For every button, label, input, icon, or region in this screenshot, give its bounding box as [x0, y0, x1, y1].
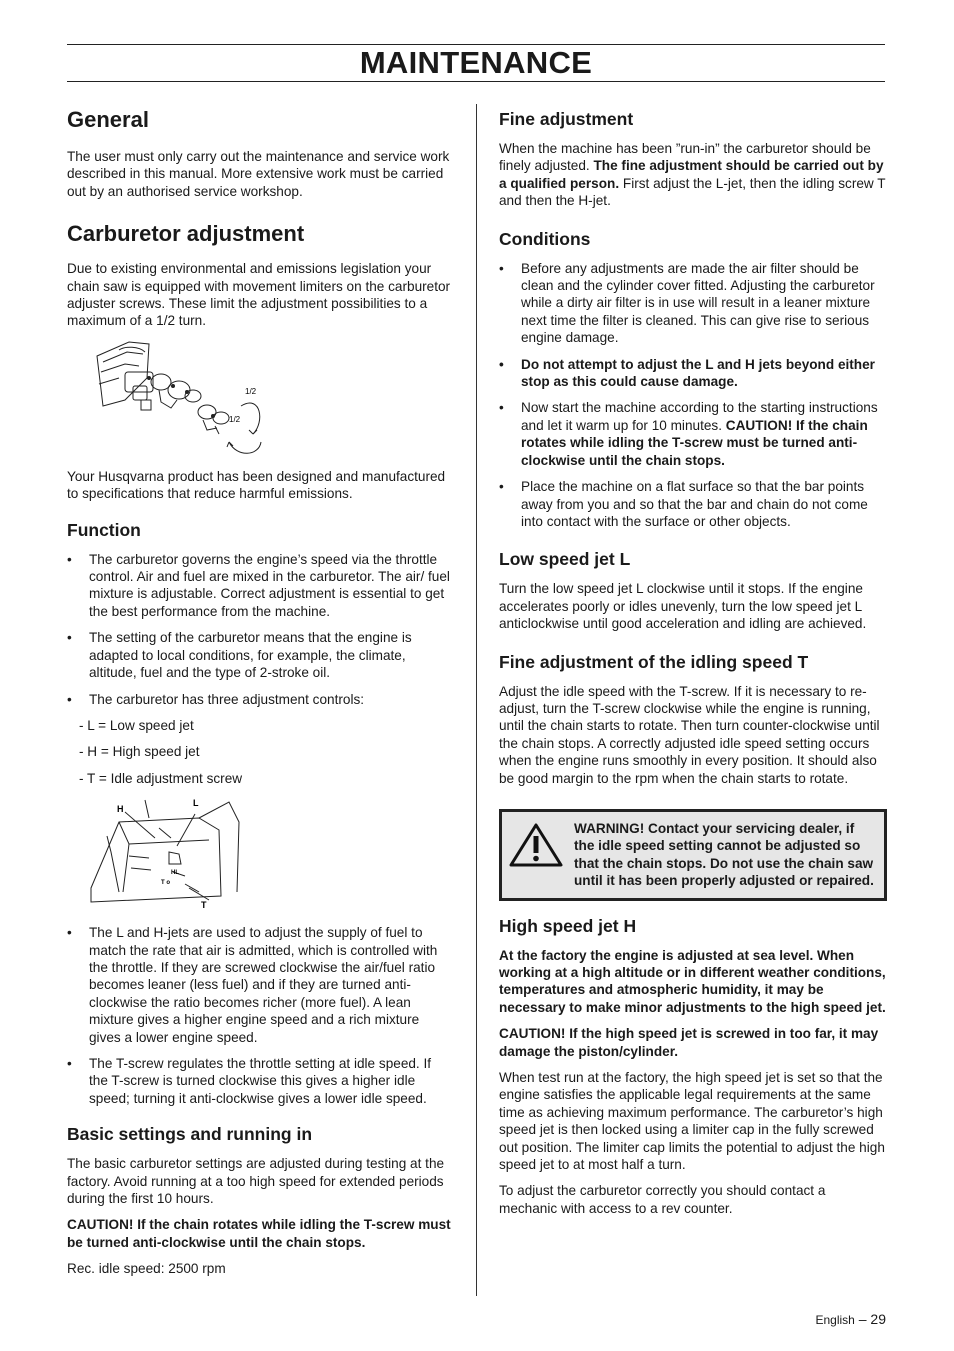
carburetor-heading: Carburetor adjustment	[67, 221, 305, 247]
list-item: • Do not attempt to adjust the L and H jets beyond either stop as this could cause damage.	[499, 356, 887, 391]
list-item: • The T-screw regulates the throttle setting at idle speed. If the T-screw is turned clockwise this gives a higher idle speed; turning it anti-clockwise gives a lower idle speed.	[67, 1055, 453, 1107]
high-speed-caution: CAUTION! If the high speed jet is screwed in too far, it may damage the piston/cylinder.	[499, 1026, 879, 1059]
list-item: • The setting of the carburetor means that the engine is adapted to local conditions, for example, the climate, altitude, fuel and the type of 2-stroke oil.	[67, 629, 453, 681]
general-heading: General	[67, 107, 149, 132]
fine-text-2: The fine adjustment should be carried out by a qualified person.	[499, 158, 884, 191]
page-title: MAINTENANCE	[359, 45, 593, 80]
page-number: 29	[870, 1311, 886, 1327]
column-divider	[476, 104, 477, 1296]
fine-text-3: First adjust the L-jet, then the idling screw T and then the H-jet.	[499, 175, 886, 209]
list-item: • The L and H-jets are used to adjust the supply of fuel to match the rate that air is admitted, which is controlled with the throttle. If they are screwed clockwise the air/fuel ratio becomes leaner (less fuel) and if they are turned anti-clockwise the ratio becomes richer (more fuel). A lean mixture gives a higher engine speed and a rich mixture gives a lower engine speed.	[67, 924, 453, 1046]
control-l: - L = Low speed jet	[79, 717, 194, 733]
control-h: - H = High speed jet	[79, 744, 200, 760]
list-item: • Before any adjustments are made the air filter should be clean and the cylinder cover fitted. Adjusting the carburetor while a dirty air filter is in use will result in a leaner mixture next time the filter is cleaned. This can give rise to serious engine damage.	[499, 260, 887, 347]
left-column	[67, 104, 453, 1278]
fig-label-half-1: 1/2	[245, 386, 257, 396]
idle-speed-text: Rec. idle speed: 2500 rpm	[67, 1261, 226, 1277]
carburetor-screws-figure	[89, 338, 299, 464]
carburetor-text: Due to existing environmental and emissions legislation your chain saw is equipped with movement limiters on the carburetor adjuster screws. These limit the adjustment possibilities to a maximum of a 1/2 turn.	[67, 261, 451, 329]
fig-label-half-2: 1/2	[229, 414, 241, 424]
fig-label-hl: HL	[171, 870, 179, 877]
idle-adjust-text: Adjust the idle speed with the T-screw. If it is necessary to re-adjust, turn the T-screw clockwise while the engine is running, until the chain starts to rotate. Then turn counter-clockwise until the chain stops. A correctly adjusted idle speed setting occurs when the engine runs smoothly in every position. It should also be good margin to the rpm when the chain starts to rotate.	[499, 683, 880, 786]
fine-adjustment-text	[499, 140, 887, 210]
fine-text-1: When the machine has been ”run-in” the carburetor should be finely adjusted.	[499, 141, 871, 174]
general-text: The user must only carry out the maintenance and service work described in this manual. More extensive work must be carried out by an authorised service workshop.	[67, 149, 450, 199]
page-header	[67, 44, 885, 82]
page-footer	[815, 1311, 886, 1327]
high-speed-text-2: To adjust the carburetor correctly you should contact a mechanic with access to a rev counter.	[499, 1183, 826, 1216]
basic-settings-text: The basic carburetor settings are adjusted during testing at the factory. Avoid running at a too high speed for extended periods during the first 10 hours.	[67, 1156, 445, 1206]
list-item: • The carburetor has three adjustment controls:	[67, 691, 453, 708]
basic-settings-heading: Basic settings and running in	[67, 1124, 313, 1145]
carburetor-controls-figure	[89, 792, 249, 910]
function-list-2	[67, 924, 453, 1107]
list-item: • The carburetor governs the engine’s speed via the throttle control. Air and fuel are mixed in the carburetor. The air/ fuel mixture is adjustable. Correct adjustment is essential to get the best performance from the machine.	[67, 551, 453, 621]
function-list	[67, 551, 453, 708]
warning-box	[499, 809, 887, 901]
low-speed-heading: Low speed jet L	[499, 549, 631, 570]
conditions-b3-caution: CAUTION! If the chain rotates while idling the T-screw must be turned anti-clockwise until the chain stops.	[521, 417, 868, 468]
footer-language: English	[815, 1313, 855, 1327]
fig-label-l: L	[193, 798, 199, 809]
function-heading: Function	[67, 519, 141, 540]
control-t: - T = Idle adjustment screw	[79, 770, 243, 786]
warning-text: WARNING! Contact your servicing dealer, if the idle speed setting cannot be adjusted so that the chain stops. Do not use the chain saw until it has been properly adjusted or repaired.	[574, 820, 874, 889]
conditions-list	[499, 260, 887, 531]
conditions-b3-text: Now start the machine according to the starting instructions and let it warm up for 10 minutes.	[521, 400, 878, 433]
list-item: • Place the machine on a flat surface so that the bar points away from you and so that the bar and chain do not come into contact with the surface or other objects.	[499, 478, 887, 530]
fig-label-h: H	[117, 804, 124, 815]
warning-triangle-icon	[508, 822, 564, 868]
fig-label-t: T	[201, 900, 207, 911]
fig-label-to: T o	[161, 880, 170, 887]
footer-dash: –	[854, 1311, 871, 1327]
conditions-heading: Conditions	[499, 228, 591, 249]
high-speed-text: When test run at the factory, the high speed jet is set so that the engine satisfies the applicable legal requirements at the same time as achieving maximum performance. The carburetor’s high speed jet is then locked using a limiter cap in the fully screwed out position. The limiter cap limits the potential to adjust the high speed jet to at most half a turn.	[499, 1070, 885, 1173]
high-speed-bold-text: At the factory the engine is adjusted at sea level. When working at a high altitude or in different weather conditions, temperatures and atmospheric humidity, it may be necessary to make minor adjustments to the high speed jet.	[499, 947, 886, 1015]
list-item	[499, 399, 887, 469]
high-speed-heading: High speed jet H	[499, 915, 637, 936]
low-speed-text: Turn the low speed jet L clockwise until it stops. If the engine accelerates poorly or idles unevenly, turn the low speed jet L anticlockwise until good acceleration and idling are achieved.	[499, 581, 867, 632]
fine-adjustment-heading: Fine adjustment	[499, 109, 634, 129]
basic-caution: CAUTION! If the chain rotates while idling the T-screw must be turned anti-clockwise until the chain stops.	[67, 1217, 451, 1250]
husqvarna-text: Your Husqvarna product has been designed and manufactured to specifications that reduce harmful emissions.	[67, 468, 446, 502]
idle-speed-heading: Fine adjustment of the idling speed T	[499, 651, 809, 672]
right-column	[499, 104, 887, 1217]
